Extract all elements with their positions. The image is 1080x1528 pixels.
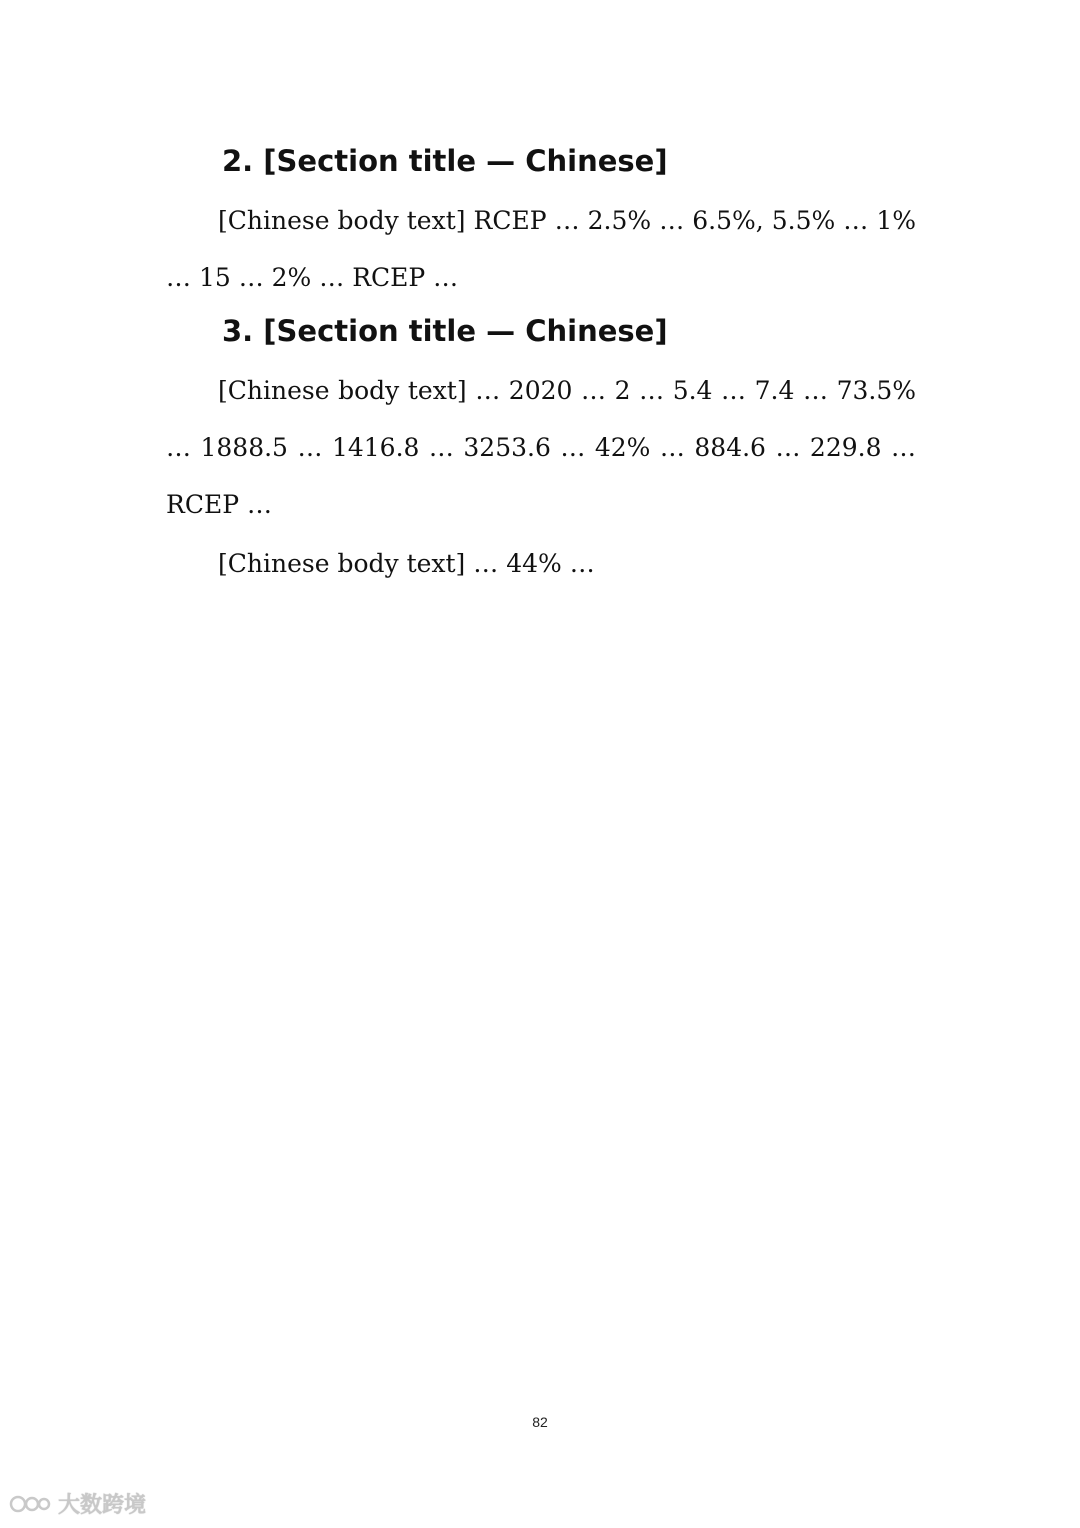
watermark-text: 大数跨境 xyxy=(58,1493,147,1518)
page-number: 82 xyxy=(532,1414,548,1430)
section-2-paragraph: [Chinese body text] RCEP … 2.5% … 6.5%, 5.5% … 1% … 15 … 2% … RCEP … xyxy=(166,206,916,292)
section-3-paragraph-2: [Chinese body text] … 44% … xyxy=(218,549,595,578)
watermark xyxy=(8,1488,146,1519)
section-3-paragraph-1: [Chinese body text] … 2020 … 2 … 5.4 … 7.4 … 73.5% … 1888.5 … 1416.8 … 3253.6 … 42% … 884.6 … 229.8 … RCEP … xyxy=(166,376,916,519)
watermark-logo-icon xyxy=(8,1493,52,1515)
section-heading-3: 3. [Section title — Chinese] xyxy=(222,314,668,348)
page-content xyxy=(166,138,916,594)
section-heading-2: 2. [Section title — Chinese] xyxy=(222,144,668,178)
